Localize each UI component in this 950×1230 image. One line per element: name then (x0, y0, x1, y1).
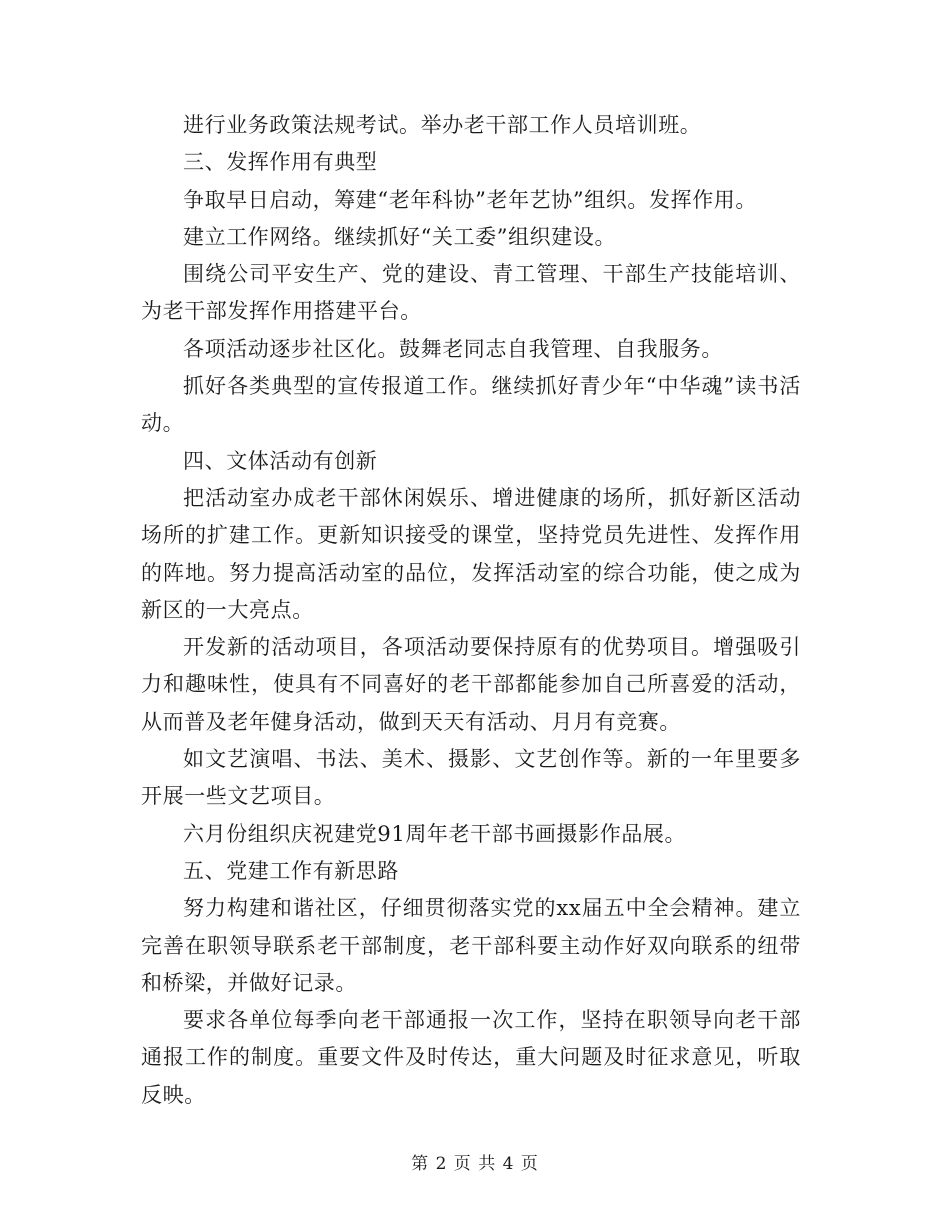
paragraph: 围绕公司平安生产、党的建设、青工管理、干部生产技能培训、为老干部发挥作用搭建平台。 (141, 262, 801, 324)
paragraph: 把活动室办成老干部休闲娱乐、增进健康的场所，抓好新区活动场所的扩建工作。更新知识接受的课堂，坚持党员先进性、发挥作用的阵地。努力提高活动室的品位，发挥活动室的综合功能，使之成为新区的一大亮点。 (141, 485, 801, 622)
paragraph: 各项活动逐步社区化。鼓舞老同志自我管理、自我服务。 (183, 336, 723, 361)
document-body (141, 107, 801, 1114)
paragraph: 要求各单位每季向老干部通报一次工作，坚持在职领导向老干部通报工作的制度。重要文件及时传达，重大问题及时征求意见，听取反映。 (141, 1008, 801, 1107)
paragraph: 争取早日启动，筹建“老年科协”老年艺协”组织。发挥作用。 (183, 187, 758, 212)
paragraph: 六月份组织庆祝建党91周年老干部书画摄影作品展。 (183, 821, 687, 846)
paragraph: 如文艺演唱、书法、美术、摄影、文艺创作等。新的一年里要多开展一些文艺项目。 (141, 747, 801, 809)
section-heading: 四、文体活动有创新 (183, 448, 378, 473)
page-footer (0, 1152, 950, 1176)
paragraph: 进行业务政策法规考试。举办老干部工作人员培训班。 (183, 113, 702, 137)
paragraph: 开发新的活动项目，各项活动要保持原有的优势项目。增强吸引力和趣味性，使具有不同喜好的老干部都能参加自己所喜爱的活动，从而普及老年健身活动，做到天天有活动、月月有竞赛。 (141, 635, 801, 734)
paragraph: 建立工作网络。继续抓好“关工委”组织建设。 (183, 224, 617, 249)
section-heading: 五、党建工作有新思路 (183, 858, 399, 883)
paragraph: 努力构建和谐社区，仔细贯彻落实党的xx届五中全会精神。建立完善在职领导联系老干部制度，老干部科要主动作好双向联系的纽带和桥梁，并做好记录。 (141, 896, 801, 995)
paragraph: 抓好各类典型的宣传报道工作。继续抓好青少年“中华魂”读书活动。 (141, 374, 801, 436)
section-heading: 三、发挥作用有典型 (183, 150, 378, 175)
page-number: 第 2 页 共 4 页 (411, 1154, 539, 1174)
